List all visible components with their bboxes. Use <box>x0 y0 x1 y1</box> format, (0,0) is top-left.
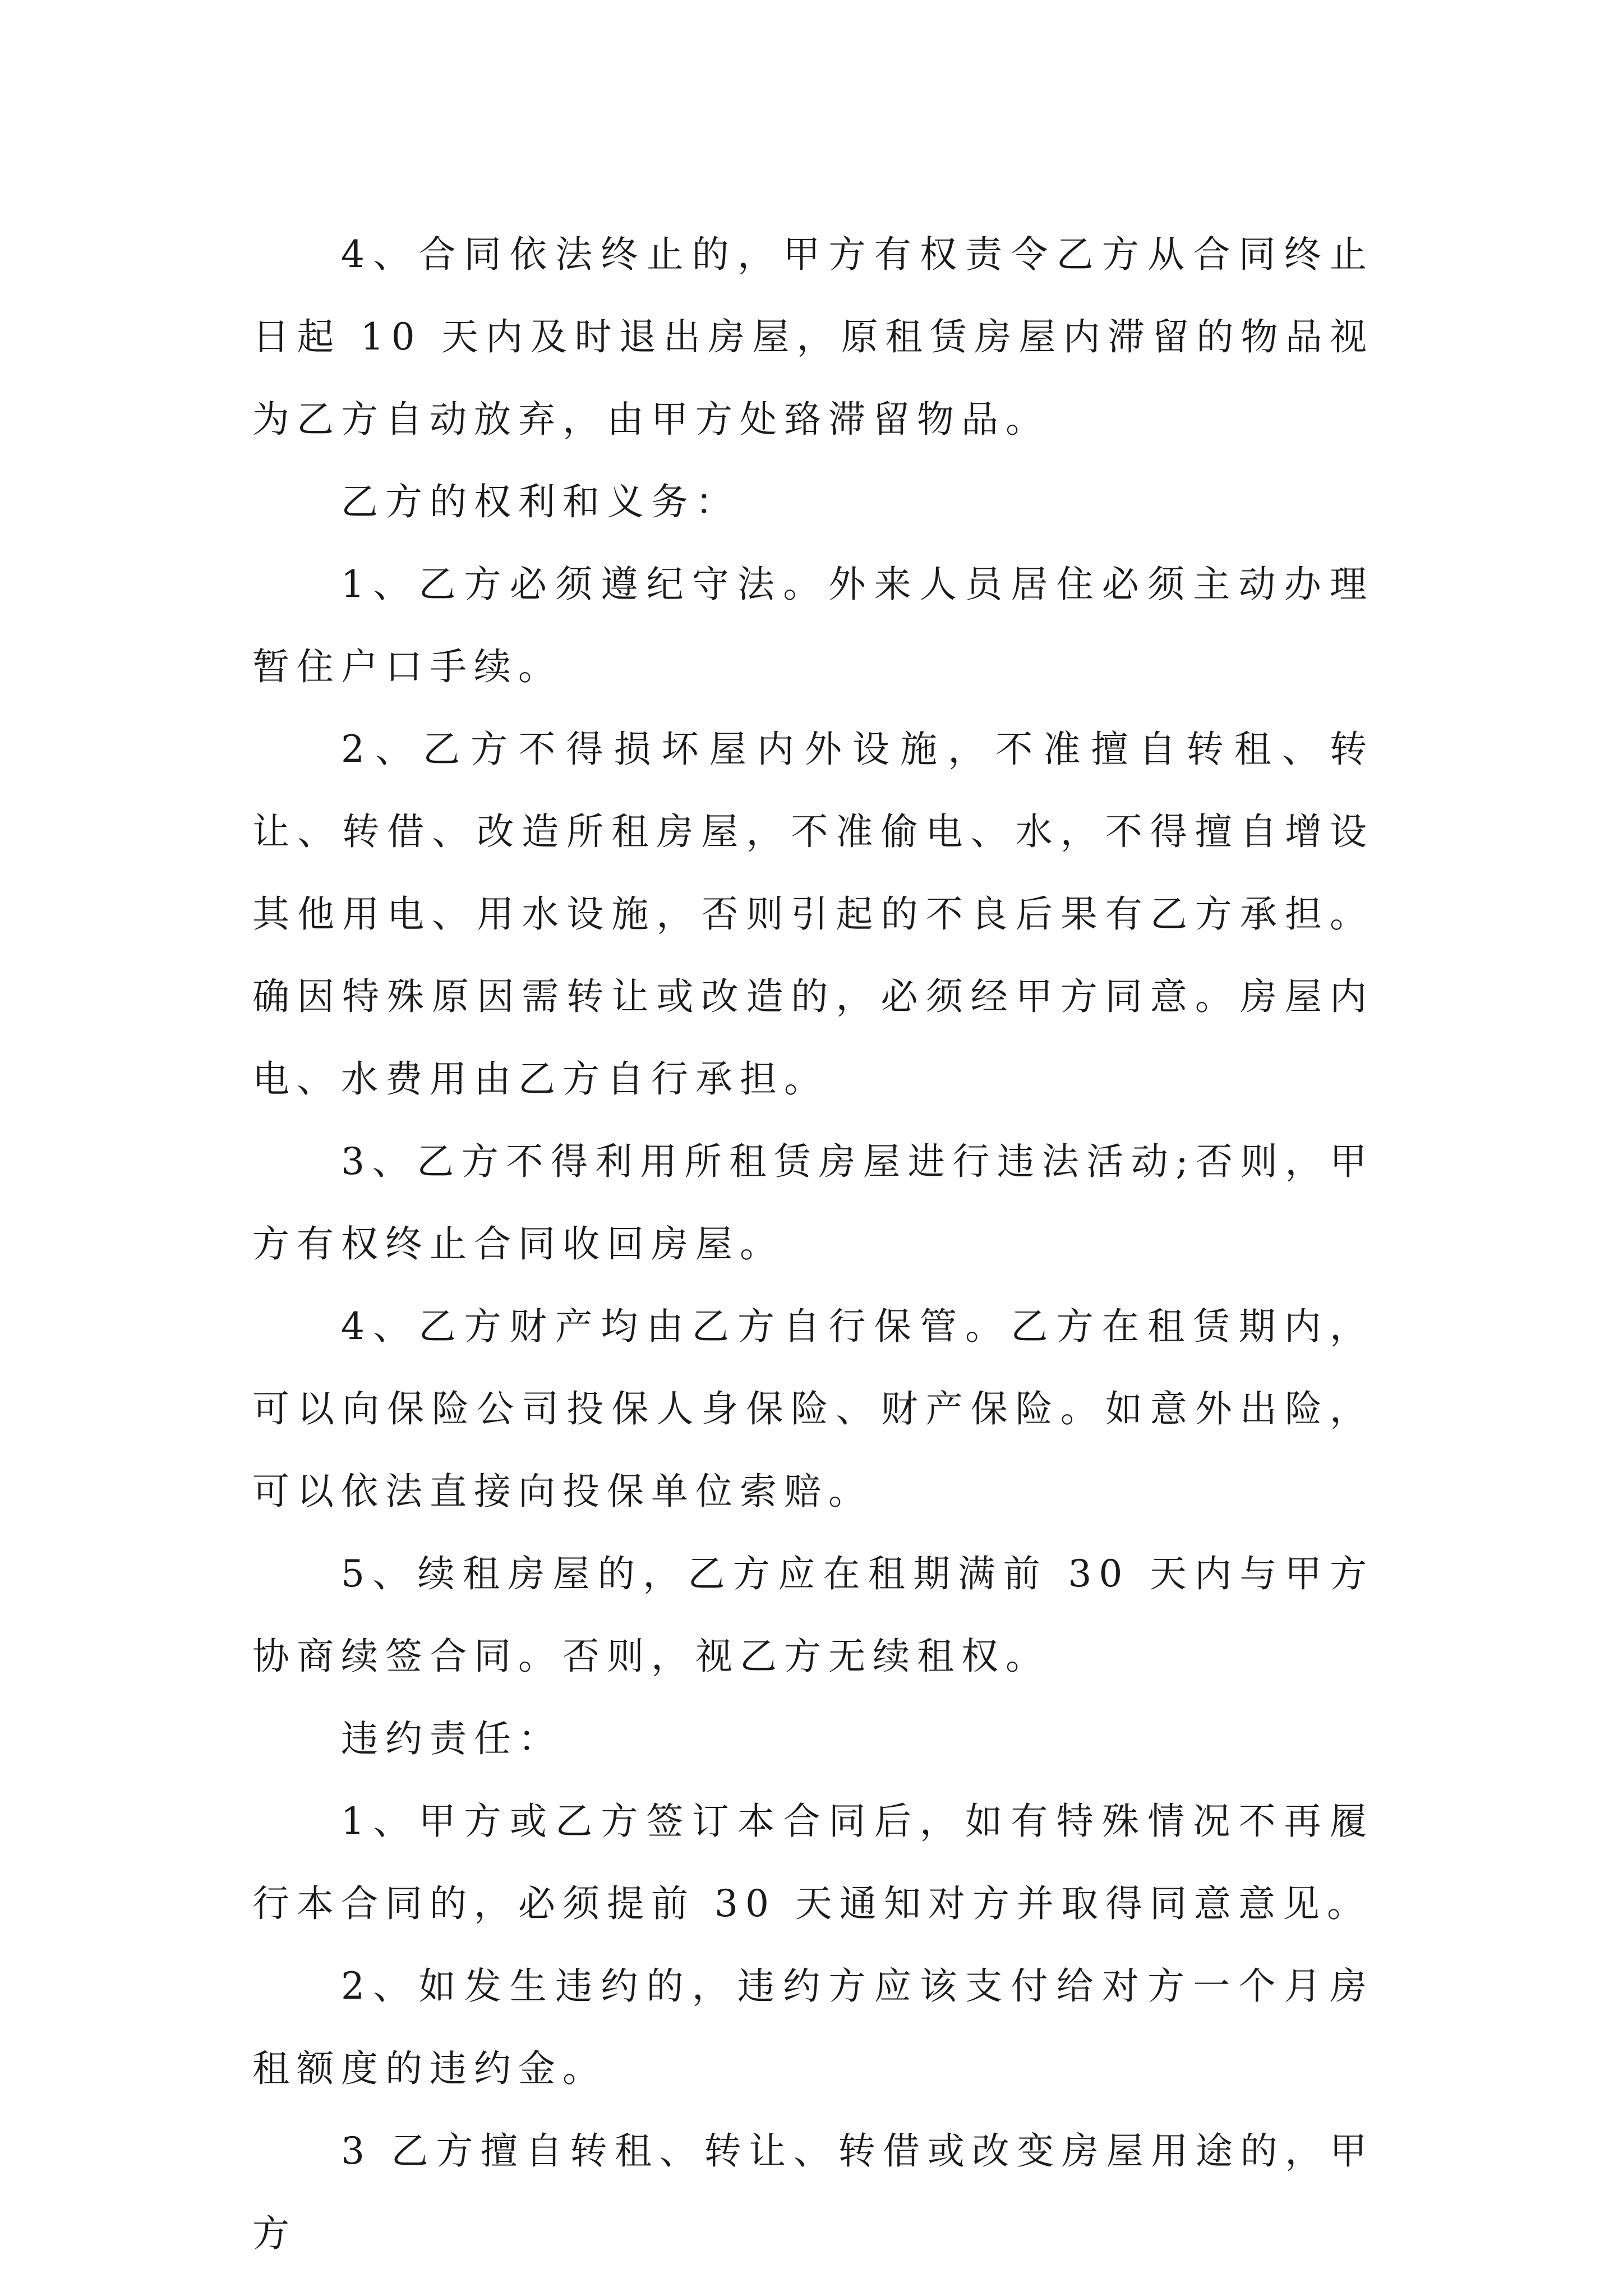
paragraph-tenant-obligation-1: 1、乙方必须遵纪守法。外来人员居住必须主动办理暂住户口手续。 <box>252 563 1374 688</box>
paragraph-breach-2: 2、如发生违约的，违约方应该支付给对方一个月房租额度的违约金。 <box>252 1964 1374 2090</box>
document-body <box>252 213 1374 2275</box>
section-heading-breach-liability: 违约责任： <box>341 1717 562 1760</box>
paragraph-breach-1: 1、甲方或乙方签订本合同后，如有特殊情况不再履行本合同的，必须提前 30 天通知对方并取得同意意见。 <box>252 1800 1374 1925</box>
paragraph-tenant-obligation-2: 2、乙方不得损坏屋内外设施，不准擅自转租、转让、转借、改造所租房屋，不准偷电、水，不得擅自增设其他用电、用水设施，否则引起的不良后果有乙方承担。确因特殊原因需转让或改造的，必须经甲方同意。房屋内电、水费用由乙方自行承担。 <box>252 728 1374 1101</box>
section-heading-tenant-rights: 乙方的权利和义务： <box>341 480 740 523</box>
paragraph-tenant-obligation-5: 5、续租房屋的，乙方应在租期满前 30 天内与甲方协商续签合同。否则，视乙方无续租权。 <box>252 1552 1374 1678</box>
paragraph-breach-3: 3 乙方擅自转租、转让、转借或改变房屋用途的，甲方 <box>252 2129 1374 2255</box>
paragraph-tenant-obligation-4: 4、乙方财产均由乙方自行保管。乙方在租赁期内，可以向保险公司投保人身保险、财产保险。如意外出险，可以依法直接向投保单位索赔。 <box>252 1305 1374 1513</box>
paragraph-tenant-obligation-3: 3、乙方不得利用所租赁房屋进行违法活动;否则，甲方有权终止合同收回房屋。 <box>252 1140 1374 1266</box>
paragraph-termination-clause: 4、合同依法终止的，甲方有权责令乙方从合同终止日起 10 天内及时退出房屋，原租赁房屋内滞留的物品视为乙方自动放弃，由甲方处臵滞留物品。 <box>252 233 1374 441</box>
